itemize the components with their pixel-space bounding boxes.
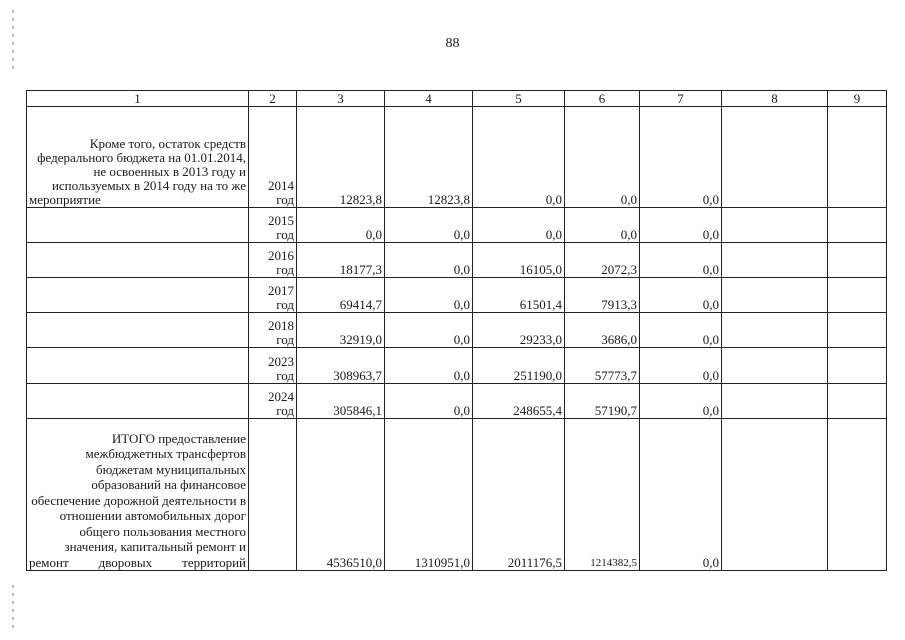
column-header: 6 [565,91,640,107]
value-cell [722,107,828,208]
column-header: 8 [722,91,828,107]
value-cell [828,278,887,313]
value-cell: 0,0 [473,107,565,208]
column-header: 9 [828,91,887,107]
value-cell [722,208,828,243]
value-cell: 0,0 [640,384,722,419]
column-header: 3 [297,91,385,107]
value-cell: 308963,7 [297,348,385,384]
value-cell [722,278,828,313]
row-year: 2017 год [249,278,297,313]
value-cell: 0,0 [385,278,473,313]
row-description: Кроме того, остаток средств федерального бюджета на 01.01.2014, не освоенных в 2013 году и используемых в 2014 году на то же мероприятие [27,107,249,208]
value-cell: 2072,3 [565,243,640,278]
row-description [27,384,249,419]
value-cell: 305846,1 [297,384,385,419]
row-year: 2016 год [249,243,297,278]
row-year: 2015 год [249,208,297,243]
value-cell: 0,0 [297,208,385,243]
row-description [27,243,249,278]
value-cell: 61501,4 [473,278,565,313]
value-cell: 0,0 [385,348,473,384]
value-cell: 0,0 [640,278,722,313]
table-row [27,348,887,384]
value-cell: 3686,0 [565,313,640,348]
row-year: 2023 год [249,348,297,384]
value-cell [722,313,828,348]
value-cell [722,348,828,384]
row-description [27,348,249,384]
page-number: 88 [445,36,460,51]
column-header: 2 [249,91,297,107]
value-cell: 0,0 [565,208,640,243]
value-cell: 18177,3 [297,243,385,278]
value-cell: 0,0 [640,243,722,278]
row-year: 2018 год [249,313,297,348]
table-row [27,384,887,419]
value-cell [722,384,828,419]
value-cell [828,243,887,278]
table-row [27,243,887,278]
value-cell: 16105,0 [473,243,565,278]
value-cell: 251190,0 [473,348,565,384]
value-cell: 0,0 [473,208,565,243]
total-value-cell: 0,0 [640,419,722,571]
row-year: 2024 год [249,384,297,419]
value-cell: 7913,3 [565,278,640,313]
value-cell: 0,0 [385,243,473,278]
value-cell [828,348,887,384]
value-cell: 29233,0 [473,313,565,348]
table-row [27,313,887,348]
table-header-row [27,91,887,107]
value-cell: 0,0 [385,208,473,243]
scan-edge-mark [12,10,14,70]
table-row [27,107,887,208]
value-cell: 57190,7 [565,384,640,419]
value-cell: 0,0 [640,313,722,348]
value-cell [722,243,828,278]
value-cell: 0,0 [640,208,722,243]
table-row [27,208,887,243]
row-year [249,419,297,571]
row-description [27,313,249,348]
column-header: 4 [385,91,473,107]
budget-table [26,90,887,571]
total-value-cell: 1310951,0 [385,419,473,571]
value-cell: 57773,7 [565,348,640,384]
column-header: 5 [473,91,565,107]
value-cell: 12823,8 [297,107,385,208]
value-cell: 12823,8 [385,107,473,208]
value-cell [828,384,887,419]
value-cell: 0,0 [640,107,722,208]
value-cell: 248655,4 [473,384,565,419]
value-cell [828,208,887,243]
value-cell: 0,0 [565,107,640,208]
total-value-cell: 1214382,5 [565,419,640,571]
column-header: 1 [27,91,249,107]
scan-edge-mark [12,585,14,630]
value-cell: 0,0 [385,313,473,348]
total-description: ИТОГО предоставление межбюджетных трансфертов бюджетам муниципальных образований на финансовое обеспечение дорожной деятельности в отношении автомобильных дорог общего пользования местного значения, капитальный ремонт и ремонт дворовых территорий [27,419,249,571]
total-value-cell [722,419,828,571]
value-cell [828,107,887,208]
total-value-cell: 2011176,5 [473,419,565,571]
value-cell: 32919,0 [297,313,385,348]
column-header: 7 [640,91,722,107]
row-year: 2014 год [249,107,297,208]
row-description [27,208,249,243]
row-description [27,278,249,313]
value-cell: 0,0 [640,348,722,384]
total-value-cell [828,419,887,571]
value-cell: 0,0 [385,384,473,419]
total-value-cell: 4536510,0 [297,419,385,571]
table-row [27,278,887,313]
table-row-total [27,419,887,571]
value-cell [828,313,887,348]
value-cell: 69414,7 [297,278,385,313]
